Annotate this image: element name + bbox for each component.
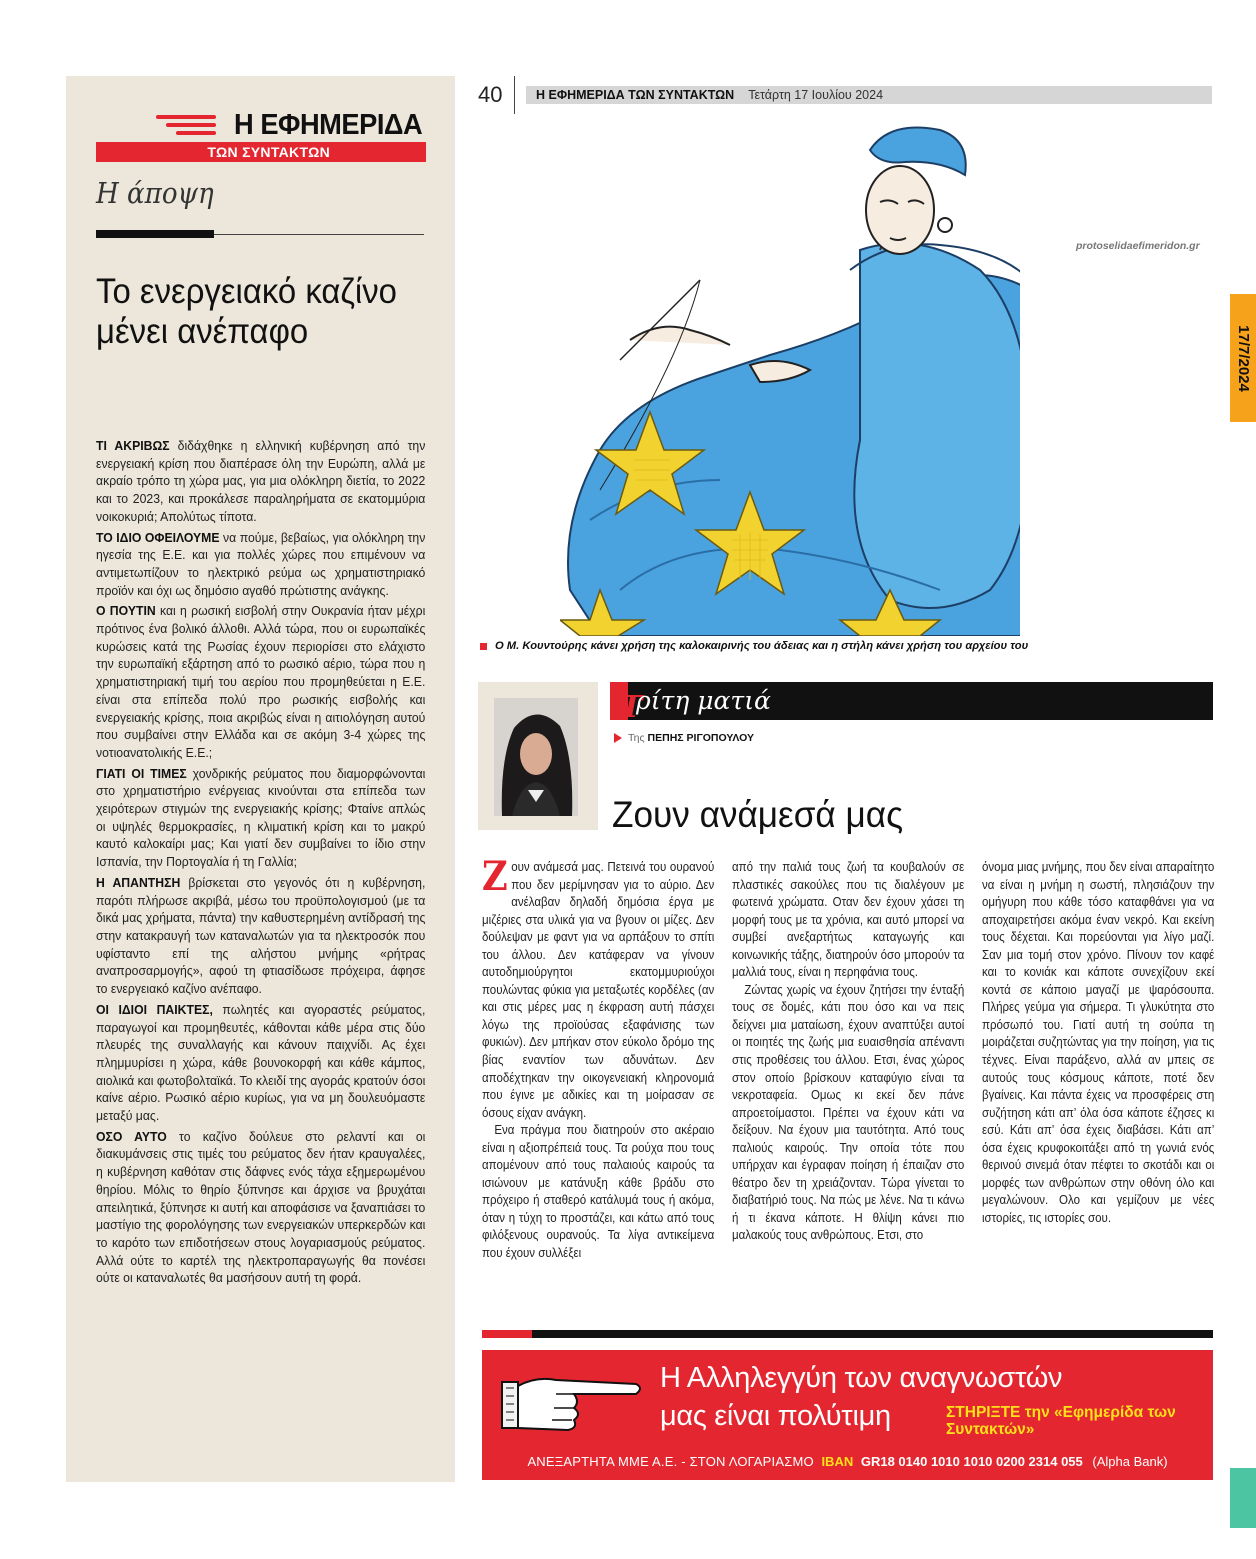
header-divider xyxy=(514,76,515,114)
author-photo-frame xyxy=(478,682,598,830)
header-paper-name: Η ΕΦΗΜΕΡΙΔΑ ΤΩΝ ΣΥΝΤΑΚΤΩΝ xyxy=(536,88,735,102)
section-label: Η άποψη xyxy=(96,176,214,210)
support-ad xyxy=(482,1350,1213,1480)
opinion-paragraph xyxy=(96,874,425,998)
opinion-paragraph xyxy=(96,1128,425,1287)
paragraph-lead: ΤΟ ΙΔΙΟ ΟΦΕΙΛΟΥΜΕ xyxy=(96,529,220,545)
ad-headline-line2: μας είναι πολύτιμη xyxy=(660,1400,891,1432)
article-text: ουν ανάμεσά μας. Πετεινά του ουρανού που δεν μερίμνησαν για το αύριο. Δεν ανέλαβαν δηλαδή δημόσια έργα με μιζέριες στα υλικά για να βγουν οι μίζες. Δεν δούλεψαν με φαντ για να αρπάξουν το σπίτι του άλλου. Δεν κατάφεραν να γίνουν αυτοδημιούργητοι εκατομμυριούχοι πουλώντας φύκια για μεταξωτές κορδέλες (αν και στις μέρες μας η έκφραση αυτή πάσχει λόγω της προϊούσας εξαφάνισης των φυκιών). Δεν μπήκαν στον εύκολο δρόμο της βίας εναντίον των αδυνάτων. Δεν αποδέχτηκαν την οικογενειακή κληρονομιά που έγινε με αδικίες και τη μοίρασαν σε όσους είχαν ανάγκη. xyxy=(482,859,715,1120)
article-paragraph xyxy=(482,853,715,1121)
caption-square-icon xyxy=(480,643,487,650)
footer-rule-accent xyxy=(482,1330,532,1338)
paragraph-text: βρίσκεται στο γεγονός ότι η κυβέρνηση, παρότι πλήρωσε ακριβά, μέσω του προϋπολογισμού (με τα δικά μας χρήματα, πάντα) την καθυστερημένη αντίδρασή της στην κατακραυγή των καταναλωτών για τα ηλεκτροσόκ που υφίσταντο επί της αλήστου μνήμης «ρήτρας αναπροσαρμογής», αφού τη φτιασίδωσε πρόχειρα, άφησε το ενεργειακό καζίνο ανέπαφο. xyxy=(96,874,426,997)
opinion-body xyxy=(96,437,426,1290)
paragraph-lead: ΓΙΑΤΙ ΟΙ ΤΙΜΕΣ xyxy=(96,765,187,781)
article-text: Ζώντας χωρίς να έχουν ζητήσει την ένταξή τους σε δομές, κάτι που όσο και να πεις δείχνει μια ματαίωση, έχουν αναπτύξει αυτοί οι ποιητές της ζωής μια ευαισθησία απέναντι στις προθέσεις του άλλου. Ετσι, ένας χώρος στον οποίο βρίσκουν καταφύγιο είναι τα νεκροταφεία. Ομως κι εκεί δεν πάνε απροετοίμαστοι. Πρέπει να έχουν κάτι να δείξουν. Να έχουν μια ταυτότητα. Από τους παλιούς καιρούς. Την οποία τότε που υπήρχαν και έγραφαν ποίηση ή έπαιζαν στο θέατρο δεν τη χρειάζονταν. Τώρα γίνεται το διαβατήριό τους. Να πώς με λένε. Να τι κάνω ή τι έκανα κάποτε. Η θλίψη κάνει πιο μαλακούς τους ανθρώπους. Ετσι, στο xyxy=(732,981,965,1243)
drop-cap: Ζ xyxy=(482,853,508,900)
header-date: Τετάρτη 17 Ιουλίου 2024 xyxy=(748,88,884,102)
column-title-bar xyxy=(610,682,1213,725)
byline-prefix: Της xyxy=(628,732,645,744)
paragraph-text: και η ρωσική εισβολή στην Ουκρανία ήταν μέχρι πρότινος ένα βολικό άλλοθι. Αλλά τώρα, που οι ευρωπαϊκές κυρώσεις κατά της Ρωσίας έχουν περιορίσει στο ελάχιστο την ευρωπαϊκή εξάρτηση από το ρωσικό αέριο, τώρα που η χρηματιστηριακή τιμή του αερίου που προμηθεύεται η Ε.Ε. είναι στα επίπεδα πολύ προ ρωσικής εισβολής και ενεργειακής κρίσης, ποια ακριβώς είναι η αιτιολόγηση αυτού που συμβαίνει στην Ελλάδα και σε ακόμη 3-4 χώρες της νοτιοανατολικής Ε.Ε.; xyxy=(96,603,426,760)
article-text: Ενα πράγμα που διατηρούν στο ακέραιο είναι η αξιοπρέπειά τους. Τα ρούχα που τους απομένουν από τους παλαιούς καιρούς τα ισιώνουν με κατάνυξη κάθε βράδυ στο πρόχειρο ή σταθερό κατάλυμά τους ή ακόμα, όταν η τύχη το προστάζει, και κάτω από τους φιλόξενους ουρανούς. Τα λίγα αντικείμενα που έχουν συλλέξει xyxy=(482,1122,715,1261)
column-title-initial: Τ xyxy=(620,690,643,725)
paragraph-lead: ΤΙ ΑΚΡΙΒΩΣ xyxy=(96,438,170,453)
article-text: όνομα μιας μνήμης, που δεν είναι απαραίτητο να είναι η μνήμη η σωστή, πλησιάζουν την ομήγυρη που κάθε τόσο καταφθάνει για να αποχαιρετήσει ακόμα έναν νεκρό. Και εκείνη τους δέχεται. Και πορεύονται για λίγο μαζί. Σαν μια τομή στον χρόνο. Πίνουν τον καφέ και το κονιάκ και κάποτε συνεχίζουν εκεί κοντά σε κάποιο μαγαζί με ψαρόσουπα. Πλήρες γεύμα για σήμερα. Τι γλυκύτητα στο πρόσωπό του. Γιατί αυτή τη σούπα τη μοιράζεται συζητώντας για την ποίηση, για τις τέχνες. Είναι παράξενο, αλλά αν μπεις σε αυτούς τους κόσμους κάποτε, ποτέ δεν βγαίνεις. Και πάντα έχεις να προσφέρεις στη συζήτηση κάτι απ’ όλα όσα κάποτε έζησες κι εσύ. Κάτι απ’ όσα έχεις διαβάσει. Κάτι απ’ όσα έχεις κρυφοκοιτάξει από τη γωνιά ενός θερινού σινεμά όταν πέφτει το σκοτάδι και οι μορφές των ανθρώπων στην οθόνη όλο και μεγαλώνουν. Ολο και γεμίζουν με νέες ιστορίες, τις ιστορίες σου. xyxy=(982,859,1215,1225)
ad-iban-number: GR18 0140 1010 1010 0200 2314 055 xyxy=(860,1454,1083,1469)
side-color-tab xyxy=(1230,1468,1256,1528)
opinion-headline: Το ενεργειακό καζίνο μένει ανέπαφο xyxy=(96,272,397,351)
opinion-column xyxy=(66,76,455,1482)
byline-author: ΠΕΠΗΣ ΡΙΓΟΠΟΥΛΟΥ xyxy=(647,732,755,744)
ad-call-to-action: ΣΤΗΡΙΞΤΕ την «Εφημερίδα των Συντακτών» xyxy=(946,1404,1176,1438)
pointing-hand-icon xyxy=(496,1364,644,1438)
ad-headline-line1: Η Αλληλεγγύη των αναγνωστών xyxy=(660,1362,1063,1394)
opinion-paragraph xyxy=(96,1001,425,1125)
section-rule-accent xyxy=(96,230,214,238)
paragraph-lead: ΟΙ ΙΔΙΟΙ ΠΑΙΚΤΕΣ, xyxy=(96,1001,213,1017)
speed-streak-icon xyxy=(156,115,216,135)
article-paragraph xyxy=(732,981,964,1244)
source-watermark: protoselidaefimeridon.gr xyxy=(1076,240,1200,252)
date-side-tab: 17/7/2024 xyxy=(1230,294,1256,422)
paragraph-text: το καζίνο δούλευε στο ρελαντί και οι διακυμάνσεις στις τιμές του ρεύματος δεν ήταν κραυγαλέες, η κυβέρνηση καθόταν στις δάφνες ενός τάχα εξημερωμένου θηρίου. Μόλις το θηρίο ξύπνησε και άρχισε να βρυχάται απειλητικά, ξύπνησε κι αυτή και αποφάσισε να ξαναπιάσει το μαστίγιο της φορολόγησης των ενεργειακών υπερκερδών και το καρότο των επιδοτήσεων στους λογαριασμούς ρεύματος. Αλλά ούτε το καρτέλ της ηλεκτροπαραγωγής θα πονέσει ούτε οι καταναλωτές θα μασήσουν αυτή τη φορά. xyxy=(96,1128,426,1286)
article-paragraph xyxy=(732,858,964,981)
article-text: από την παλιά τους ζωή τα κουβαλούν σε πλαστικές σακούλες που τις διαλέγουν με φωτεινά χρώματα. Οταν δεν έχουν χάσει τη μορφή τους με τα χρόνια, και αυτό μπορεί να συμβεί ανεξαρτήτως καταγωγής και κοινωνικής τάξης, διατηρούν όσο μπορούν τα μαλλιά τους, είναι η περηφάνια τους. xyxy=(732,859,965,980)
paragraph-text: διδάχθηκε η ελληνική κυβέρνηση από την ενεργειακή κρίση που διαπέρασε όλη την Ευρώπη, αλλά με ακραίο τρόπο τη χώρα μας, για μια ολόκληρη διετία, το 2022 και το 2023, και προκάλεσε παραληρήματα σε εκατομμύρια νοικοκυριά; Απολύτως τίποτα. xyxy=(96,438,426,524)
article-column-2 xyxy=(732,858,968,1244)
opinion-paragraph xyxy=(96,437,425,526)
article-column-1 xyxy=(482,853,718,1262)
ad-iban-label: IBAN xyxy=(821,1454,854,1469)
opinion-paragraph xyxy=(96,602,425,761)
ad-bank-label: ΑΝΕΞΑΡΤΗΤΑ ΜΜΕ Α.Ε. - ΣΤΟΝ ΛΟΓΑΡΙΑΣΜΟ xyxy=(527,1454,814,1469)
logo-subtitle: ΤΩΝ ΣΥΝΤΑΚΤΩΝ xyxy=(96,142,426,162)
page-number: 40 xyxy=(478,82,503,107)
article-paragraph xyxy=(482,1121,714,1261)
article-headline: Ζουν ανάμεσά μας xyxy=(612,794,904,835)
paragraph-text: χονδρικής ρεύματος που διαμορφώνονται στο χρηματιστήριο ενέργειας κινούνται στα επίπεδα των χειρότερων στιγμών της ενεργειακής κρίσης; Φταίνε απλώς οι υψηλές θερμοκρασίες, η κλιματική κρίση και το μακρύ καυτό καλοκαίρι μας; Και γιατί δεν συμβαίνει το ίδιο στην Ισπανία, την Πορτογαλία ή τη Γαλλία; xyxy=(96,765,426,870)
newspaper-logo xyxy=(96,108,426,162)
cartoon-caption: Ο Μ. Κουντούρης κάνει χρήση της καλοκαιρινής του άδειας και η στήλη κάνει χρήση του αρχείου του xyxy=(480,640,1028,652)
column-title: ρίτη ματιά xyxy=(636,686,771,715)
paragraph-text: να πούμε, βεβαίως, για ολόκληρη την ηγεσία της Ε.Ε. και για πολλές χώρες που επιμένουν να αντιμετωπίζουν το ηλεκτρικό ρεύμα ως χρηματιστηριακό προϊόν και όχι ως δημόσιο αγαθό πρώτιστης ανάγκης. xyxy=(96,529,426,598)
paragraph-lead: Ο ΠΟΥΤΙΝ xyxy=(96,603,156,619)
opinion-paragraph xyxy=(96,529,425,600)
play-triangle-icon xyxy=(614,733,622,743)
paragraph-text: πωλητές και αγοραστές ρεύματος, παραγωγοί και προμηθευτές, κάθονται κάθε μέρα στις δύο πλευρές της συναλλαγής και κάνουν παιχνίδι. Ας έχει πλημμυρίσει η χώρα, κάθε βουνοκορφή και κάθε κάμπος, αιολικά και φωτοβολταϊκά. Το κλειδί της αγοράς κρατούν όσοι καίνε αέριο. Ρωσικό αέριο κυρίως, για να μη δουλευόμαστε μεταξύ μας. xyxy=(96,1001,426,1124)
cartoon-illustration xyxy=(560,120,1020,636)
footer-rule xyxy=(532,1330,1213,1338)
page-header-bar xyxy=(526,86,1212,104)
ad-bank-name: (Alpha Bank) xyxy=(1092,1454,1168,1469)
article-paragraph xyxy=(982,858,1214,1226)
article-column-3 xyxy=(982,858,1218,1226)
logo-title: Η ΕΦΗΜΕΡΙΔΑ xyxy=(233,108,422,141)
author-photo xyxy=(494,698,578,816)
byline xyxy=(614,732,754,744)
paragraph-lead: ΟΣΟ ΑΥΤΟ xyxy=(96,1128,167,1144)
paragraph-lead: Η ΑΠΑΝΤΗΣΗ xyxy=(96,874,181,890)
opinion-paragraph xyxy=(96,765,425,871)
ad-bank-info xyxy=(482,1454,1213,1469)
